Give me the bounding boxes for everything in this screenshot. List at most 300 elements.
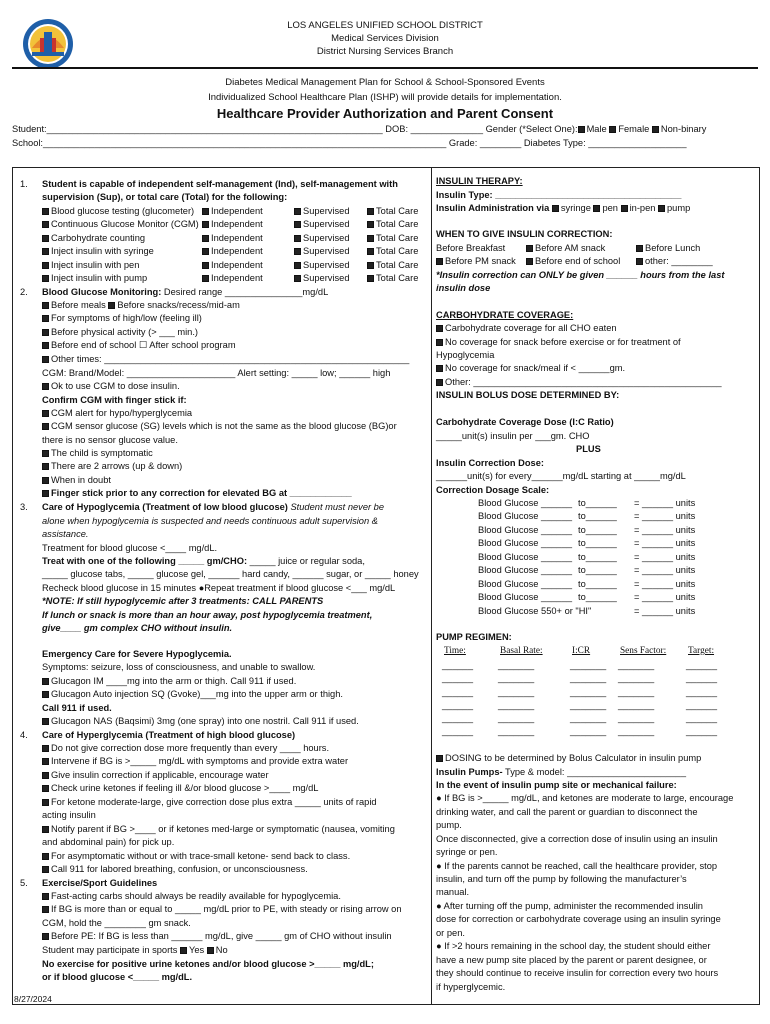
hypo-treatment-line (42, 555, 365, 568)
label-before-activity: Before physical activity (> ___ min.) (51, 327, 199, 337)
hyper-line-6b: and abdominal pain) for pick up. (42, 837, 175, 847)
checkbox-glucagon-im[interactable] (42, 678, 49, 685)
label-glucagon-nas: Glucagon NAS (Baqsimi) 3mg (one spray) into one nostril. Call 911 if used. (51, 716, 359, 726)
total-care-option-text: Total Care (376, 232, 419, 243)
label-pump: pump (667, 203, 691, 213)
independent-option (202, 218, 263, 231)
checkbox-sports-no[interactable] (207, 947, 214, 954)
checkbox-pen[interactable] (593, 205, 600, 212)
independent-option-text: Independent (211, 273, 263, 284)
scale-row (478, 551, 748, 564)
when-end-line (526, 255, 620, 268)
when-other-line (636, 255, 713, 268)
checkbox-carb-no-exercise[interactable] (436, 339, 443, 346)
row-label-text: Inject insulin with pen (51, 259, 140, 270)
checkbox-carb-other[interactable] (436, 379, 443, 386)
school-line[interactable]: School:______________________________________________________________________________ Grade: ________ Diabetes Type: ___________________ (12, 138, 687, 148)
scale-cell-c[interactable]: = ______ units (634, 498, 696, 508)
checkbox-supervised-option[interactable] (294, 275, 301, 282)
scale-cell-a[interactable]: Blood Glucose ______ (478, 538, 573, 549)
hypo-note: *NOTE: If still hypoglycemic after 3 treatments: CALL PARENTS (42, 596, 324, 606)
label-cgm-alert: CGM alert for hypo/hyperglycemia (51, 408, 193, 418)
checkbox-hyper-2[interactable] (42, 758, 49, 765)
pump-cell[interactable]: _______ (498, 660, 535, 670)
pump-cell[interactable]: _______ (498, 726, 535, 737)
label-other-times: Other times: ___________________________________________________________ (51, 354, 410, 364)
checkbox-total-care-option[interactable] (367, 262, 374, 269)
scale-cell-a[interactable]: Blood Glucose ______ (478, 511, 573, 522)
checkbox-supervised-option[interactable] (294, 235, 301, 242)
pump-cell[interactable]: ______ (442, 726, 474, 737)
row-label-text: Continuous Glucose Monitor (CGM) (51, 219, 199, 230)
label-male: Male (586, 124, 607, 134)
pump-header-row (436, 645, 756, 659)
label-sports-yes: Yes (188, 945, 205, 955)
scale-cell-b[interactable]: to______ (578, 551, 617, 562)
when-bb: Before Breakfast (436, 243, 506, 253)
no-exercise-line-2[interactable]: or if blood glucose <_____ mg/dL. (42, 972, 193, 982)
checkbox-hyper-4[interactable] (42, 785, 49, 792)
confirm-line-5 (42, 474, 111, 487)
checkbox-glucagon-nas[interactable] (42, 718, 49, 725)
confirm-line-1 (42, 407, 192, 420)
pump-failure-title: In the event of insulin pump site or mechanical failure: (436, 780, 677, 790)
checkbox-hyper-7[interactable] (42, 853, 49, 860)
label-finger-stick: Finger stick prior to any correction for elevated BG at ____________ (51, 488, 352, 498)
hyper-line-5 (42, 796, 377, 809)
scale-cell-c[interactable]: = ______ units (634, 511, 696, 522)
section-5-title: Exercise/Sport Guidelines (42, 878, 158, 888)
checkbox-total-care-option[interactable] (367, 275, 374, 282)
scale-cell-c[interactable]: = ______ units (634, 565, 696, 576)
when-lunch-line (636, 242, 700, 255)
pump-cell[interactable]: ______ (686, 686, 718, 697)
checkbox-hyper-1[interactable] (42, 745, 49, 752)
checkbox-row-label[interactable] (42, 208, 49, 215)
pump-cell[interactable]: ______ (442, 686, 474, 697)
supervised-option (294, 232, 350, 245)
pump-cell[interactable]: ______ (442, 673, 474, 684)
scale-cell-c[interactable]: = ______ units (634, 524, 696, 535)
dosage-scale-table (478, 497, 748, 618)
cgm-brand-line[interactable]: CGM: Brand/Model: _____________________ Alert setting: _____ low; ______ high (42, 368, 391, 378)
checkbox-carb-no-snack[interactable] (436, 365, 443, 372)
checkbox-hyper-5[interactable] (42, 799, 49, 806)
scale-row (478, 510, 748, 523)
sports-line (42, 944, 228, 957)
pump-row (436, 659, 756, 672)
correction-dose-title: Insulin Correction Dose: (436, 458, 544, 468)
when-pm-line (436, 255, 516, 268)
supervised-option (294, 218, 350, 231)
pump-cell[interactable]: _______ (618, 673, 655, 684)
checkbox-before-meals[interactable] (42, 302, 49, 309)
hyper-line-6 (42, 823, 395, 836)
label-am-snack: Before AM snack (535, 243, 606, 253)
independent-option (202, 232, 263, 245)
no-exercise-line[interactable]: No exercise for positive urine ketones and/or blood glucose >_____ mg/dL; (42, 959, 374, 969)
checkbox-syringe[interactable] (552, 205, 559, 212)
self-management-row (42, 218, 427, 231)
checkbox-sports-yes[interactable] (180, 947, 187, 954)
label-female: Female (618, 124, 650, 134)
checkbox-finger-stick[interactable] (42, 490, 49, 497)
checkbox-supervised-option[interactable] (294, 248, 301, 255)
label-end-school-ins: Before end of school (535, 256, 621, 266)
section-1-title: Student is capable of independent self-management (Ind), self-management with (42, 179, 398, 189)
label-carb-no-snack: No coverage for snack/meal if < ______gm. (445, 363, 626, 373)
hypo-treatment-threshold[interactable]: Treatment for blood glucose <____ mg/dL. (42, 543, 218, 553)
checkbox-independent-option[interactable] (202, 235, 209, 242)
failure-l3c: manual. (436, 887, 470, 897)
pump-cell[interactable]: ______ (686, 660, 718, 670)
checkbox-independent-option[interactable] (202, 262, 209, 269)
row-label (42, 218, 199, 231)
checkbox-female[interactable] (609, 126, 616, 133)
insulin-type[interactable]: Insulin Type: ____________________________________ (436, 190, 682, 200)
checkbox-independent-option[interactable] (202, 208, 209, 215)
row-label-text: Inject insulin with pump (51, 273, 148, 284)
label-glucagon-auto: Glucagon Auto injection SQ (Gvoke)___mg into the upper arm or thigh. (51, 689, 343, 699)
failure-l2: Once disconnected, give a correction dose of insulin using an insulin (436, 834, 718, 844)
scale-row (478, 497, 748, 510)
checkbox-row-label[interactable] (42, 235, 49, 242)
confirm-line-2b: there is no sensor glucose value. (42, 435, 178, 445)
checkbox-glucagon-auto[interactable] (42, 691, 49, 698)
checkbox-before-snacks[interactable] (108, 302, 115, 309)
pump-row (436, 699, 756, 712)
label-inpen: in-pen (629, 203, 656, 213)
checkbox-independent-option[interactable] (202, 275, 209, 282)
independent-option-text: Independent (211, 219, 263, 230)
checkbox-exercise-1[interactable] (42, 893, 49, 900)
row-label-text: Carbohydrate counting (51, 232, 146, 243)
hypo-treat-title[interactable]: Treat with one of the following _____ gm/CHO: (42, 556, 248, 566)
row-label-text: Inject insulin with syringe (51, 246, 154, 257)
correction-note[interactable]: *Insulin correction can ONLY be given ______ hours from the last (436, 270, 725, 280)
label-pm-snack: Before PM snack (445, 256, 516, 266)
confirm-line-2 (42, 420, 397, 433)
hypo-complex-cho[interactable]: give____ gm complex CHO without insulin. (42, 623, 233, 633)
label-hyper-2: Intervene if BG is >_____ mg/dL with symptoms and provide extra water (51, 756, 349, 766)
checkbox-pm-snack[interactable] (436, 258, 443, 265)
hyper-line-4 (42, 782, 318, 795)
hyper-line-5b: acting insulin (42, 810, 96, 820)
label-hyper-4: Check urine ketones if feeling ill &/or blood glucose >____ mg/dL (51, 783, 319, 793)
checkbox-hyper-8[interactable] (42, 866, 49, 873)
glucagon-im-line (42, 675, 296, 688)
correction-dose-line[interactable]: ______unit(s) for every______mg/dL starting at _____mg/dL (436, 471, 686, 481)
row-label-text: Blood glucose testing (glucometer) (51, 206, 195, 216)
section-1-title-2: supervision (Sup), or total care (Total) for the following: (42, 192, 288, 202)
pump-cell[interactable]: _______ (570, 713, 607, 724)
checkbox-hyper-6[interactable] (42, 826, 49, 833)
correction-note-2: insulin dose (436, 283, 491, 293)
label-end-school: Before end of school ☐ After school program (51, 340, 236, 350)
checkbox-total-care-option[interactable] (367, 248, 374, 255)
total-care-option (367, 218, 418, 231)
pump-cell[interactable]: ______ (686, 713, 718, 724)
pump-col-header: Basal Rate: (500, 646, 543, 656)
scale-cell-b[interactable]: to______ (578, 565, 617, 576)
checkbox-other-ins[interactable] (636, 258, 643, 265)
self-management-row (42, 245, 427, 258)
scale-cell-c[interactable]: = ______ units (634, 605, 696, 616)
pump-cell[interactable]: ______ (686, 699, 718, 710)
total-care-option (367, 205, 418, 218)
pump-cell[interactable]: ______ (686, 726, 718, 737)
checkbox-male[interactable] (578, 126, 585, 133)
label-sports: Student may participate in sports (42, 945, 178, 955)
pump-cell[interactable]: _______ (618, 699, 655, 710)
checkbox-two-arrows[interactable] (42, 463, 49, 470)
pump-cell[interactable]: ______ (442, 713, 474, 724)
call-911: Call 911 if used. (42, 703, 112, 713)
checkbox-total-care-option[interactable] (367, 235, 374, 242)
scale-cell-a[interactable]: Blood Glucose ______ (478, 565, 573, 576)
independent-option-text: Independent (211, 246, 263, 257)
plan-subtitle-1: Diabetes Medical Management Plan for School & School-Sponsored Events (225, 77, 545, 88)
checkbox-nonbinary[interactable] (652, 126, 659, 133)
scale-row (478, 524, 748, 537)
scale-cell-a[interactable]: Blood Glucose ______ (478, 578, 573, 589)
total-care-option-text: Total Care (376, 259, 419, 270)
carb-coverage-title: CARBOHYDRATE COVERAGE: (436, 310, 574, 320)
pump-cell[interactable]: _______ (618, 686, 655, 697)
label-cgm-sensor: CGM sensor glucose (SG) levels which is not the same as the blood glucose (BG)or (51, 421, 397, 431)
scale-cell-b[interactable]: to______ (578, 592, 617, 603)
failure-l1[interactable]: ● If BG is >_____ mg/dL, and ketones are moderate to large, encourage (436, 793, 734, 803)
scale-row (478, 591, 748, 604)
scale-row (478, 564, 748, 577)
scale-cell-a[interactable]: Blood Glucose ______ (478, 524, 573, 535)
label-hyper-7: For asymptomatic without or with trace-small ketone- send back to class. (51, 851, 351, 861)
hypo-recheck[interactable]: Recheck blood glucose in 15 minutes ●Repeat treatment if blood glucose <___ mg/dL (42, 583, 396, 593)
supervised-option-text: Supervised (303, 219, 350, 230)
student-fields[interactable]: Student:_________________________________________________________________ DOB: ______________ Gender (*Select One): (12, 124, 578, 134)
pump-cell[interactable]: _______ (570, 726, 607, 737)
label-nonbinary: Non-binary (660, 124, 707, 134)
checkbox-exercise-2[interactable] (42, 906, 49, 913)
checkbox-independent-option[interactable] (202, 221, 209, 228)
checkbox-carb-all[interactable] (436, 325, 443, 332)
carb-line-1 (436, 322, 617, 335)
hypo-options[interactable]: _____ glucose tabs, _____ glucose gel, ______ hard candy, ______ sugar, or _____ honey (42, 569, 419, 579)
scale-cell-c[interactable]: = ______ units (634, 538, 696, 549)
pump-cell[interactable]: _______ (570, 673, 607, 684)
scale-cell-b[interactable]: to______ (578, 538, 617, 549)
scale-cell-c[interactable]: = ______ units (634, 551, 696, 562)
total-care-option (367, 232, 418, 245)
independent-option-text: Independent (211, 259, 263, 270)
when-am-line (526, 242, 605, 255)
pump-regimen-table (436, 645, 756, 739)
hyper-line-8 (42, 863, 308, 876)
label-hyper-1: Do not give correction dose more frequently than every ____ hours. (51, 743, 330, 753)
bg-activity-line (42, 326, 198, 339)
exercise-line-3 (42, 930, 392, 943)
pump-row (436, 712, 756, 725)
pump-cell[interactable]: ______ (686, 673, 718, 684)
label-lunch: Before Lunch (645, 243, 701, 253)
scale-cell-b[interactable]: to______ (578, 578, 617, 589)
bg-meals-line (42, 299, 240, 312)
checkbox-other-times[interactable] (42, 356, 49, 363)
checkbox-lunch[interactable] (636, 245, 643, 252)
checkbox-exercise-3[interactable] (42, 933, 49, 940)
label-symptomatic: The child is symptomatic (51, 448, 153, 458)
pump-cell[interactable]: _______ (570, 660, 607, 670)
exercise-line-1 (42, 890, 341, 903)
pump-col-header: Target: (688, 646, 715, 656)
label-exercise-1: Fast-acting carbs should always be readily available for hypoglycemia. (51, 891, 341, 901)
bolus-dose-title: INSULIN BOLUS DOSE DETERMINED BY: (436, 390, 620, 400)
exercise-line-2b[interactable]: CGM, hold the ________ gm snack. (42, 918, 191, 928)
checkbox-cgm-ok[interactable] (42, 383, 49, 390)
label-before-meals: Before meals (51, 300, 106, 310)
pump-col-header: Time: (444, 646, 466, 656)
pump-model-field[interactable]: Type & model: _______________________ (502, 767, 686, 777)
section-4-title: Care of Hyperglycemia (Treatment of high blood glucose) (42, 730, 296, 740)
pump-model-line (436, 766, 686, 779)
label-hyper-8: Call 911 for labored breathing, confusion, or unconsciousness. (51, 864, 308, 874)
scale-cell-a[interactable]: Blood Glucose ______ (478, 498, 573, 508)
label-hyper-3: Give insulin correction if applicable, encourage water (51, 770, 269, 780)
checkbox-dosing[interactable] (436, 755, 443, 762)
section-3-note: Student must never be (287, 502, 385, 512)
checkbox-total-care-option[interactable] (367, 208, 374, 215)
cgm-ok-line (42, 380, 180, 393)
dosing-line (436, 752, 701, 765)
row-label (42, 232, 145, 245)
checkbox-cgm-alert[interactable] (42, 410, 49, 417)
pump-col-header: I:CR (572, 646, 591, 656)
pump-cell[interactable]: _______ (618, 713, 655, 724)
section-num-1: 1. (20, 179, 28, 189)
header-rule (12, 67, 758, 69)
pump-row (436, 672, 756, 685)
ic-ratio-line[interactable]: _____unit(s) insulin per ___gm. CHO (436, 431, 590, 441)
pump-cell[interactable]: _______ (498, 713, 535, 724)
checkbox-total-care-option[interactable] (367, 221, 374, 228)
section-num-4: 4. (20, 730, 28, 740)
pump-cell[interactable]: _______ (570, 686, 607, 697)
pump-cell[interactable]: _______ (570, 699, 607, 710)
independent-option (202, 245, 263, 258)
self-management-row (42, 205, 427, 218)
checkbox-before-activity[interactable] (42, 329, 49, 336)
checkbox-hyper-3[interactable] (42, 772, 49, 779)
pump-cell[interactable]: ______ (442, 699, 474, 710)
column-divider (431, 167, 432, 1005)
checkbox-end-school[interactable] (42, 342, 49, 349)
checkbox-cgm-sensor[interactable] (42, 423, 49, 430)
label-hyper-5: For ketone moderate-large, give correction dose plus extra _____ units of rapid (51, 797, 377, 807)
scale-cell-a[interactable]: Blood Glucose ______ (478, 592, 573, 603)
supervised-option-text: Supervised (303, 273, 350, 284)
failure-l1b: drinking water, and call the parent or guardian to disconnect the (436, 807, 698, 817)
scale-cell-b[interactable]: to______ (578, 524, 617, 535)
scale-cell-a[interactable]: Blood Glucose 550+ or "HI" (478, 605, 592, 616)
scale-cell-c[interactable]: = ______ units (634, 592, 696, 603)
pump-cell[interactable]: _______ (618, 660, 655, 670)
checkbox-inpen[interactable] (621, 205, 628, 212)
carb-line-2b: Hypoglycemia (436, 350, 495, 360)
failure-l4b: dose for correction or carbohydrate coverage using an insulin syringe (436, 914, 721, 924)
label-two-arrows: There are 2 arrows (up & down) (51, 461, 183, 471)
scale-cell-b[interactable]: to______ (578, 498, 617, 508)
total-care-option (367, 245, 418, 258)
total-care-option-text: Total Care (376, 206, 419, 216)
label-glucagon-im: Glucagon IM ____mg into the arm or thigh. Call 911 if used. (51, 676, 297, 686)
total-care-option (367, 259, 418, 272)
label-carb-other: Other: ________________________________________________ (445, 377, 722, 387)
checkbox-row-label[interactable] (42, 248, 49, 255)
checkbox-row-label[interactable] (42, 221, 49, 228)
checkbox-independent-option[interactable] (202, 248, 209, 255)
self-management-table (42, 205, 427, 286)
supervised-option-text: Supervised (303, 206, 350, 216)
confirm-line-4 (42, 460, 182, 473)
checkbox-pump[interactable] (658, 205, 665, 212)
independent-option-text: Independent (211, 232, 263, 243)
scale-row (478, 537, 748, 550)
label-other-ins: other: ________ (645, 256, 713, 266)
checkbox-supervised-option[interactable] (294, 221, 301, 228)
checkbox-supervised-option[interactable] (294, 262, 301, 269)
checkbox-doubt[interactable] (42, 477, 49, 484)
scale-row (478, 578, 748, 591)
section-num-2: 2. (20, 287, 28, 297)
confirm-line-3 (42, 447, 153, 460)
checkbox-am-snack[interactable] (526, 245, 533, 252)
insulin-admin-label: Insulin Administration via (436, 203, 550, 213)
checkbox-symptoms[interactable] (42, 315, 49, 322)
failure-l4c: or pen. (436, 928, 465, 938)
checkbox-symptomatic[interactable] (42, 450, 49, 457)
hypo-juice[interactable]: _____ juice or regular soda, (247, 556, 365, 566)
label-sports-no: No (215, 945, 228, 955)
pump-cell[interactable]: ______ (442, 660, 474, 670)
supervised-option (294, 245, 350, 258)
scale-cell-a[interactable]: Blood Glucose ______ (478, 551, 573, 562)
label-exercise-3: Before PE: If BG is less than ______ mg/dL, give _____ gm of CHO without insulin (51, 931, 392, 941)
pump-cell[interactable]: _______ (498, 673, 535, 684)
independent-option (202, 205, 263, 218)
failure-l3: ● If the parents cannot be reached, call the healthcare provider, stop (436, 861, 718, 871)
checkbox-row-label[interactable] (42, 275, 49, 282)
independent-option-text: Independent (211, 206, 263, 216)
bg-end-school-line (42, 339, 236, 352)
checkbox-row-label[interactable] (42, 262, 49, 269)
hyper-line-7 (42, 850, 350, 863)
label-exercise-2: If BG is more than or equal to _____ mg/dL prior to PE, with steady or rising arrow on (51, 904, 402, 914)
label-doubt: When in doubt (51, 475, 111, 485)
label-hyper-6: Notify parent if BG >____ or if ketones med-large or symptomatic (nausea, vomiting (51, 824, 395, 834)
pump-row (436, 725, 756, 738)
desired-range[interactable]: Desired range _______________mg/dL (161, 287, 329, 297)
failure-l5c: they should continue to receive insulin for correction every two hours (436, 968, 719, 978)
pump-cell[interactable]: _______ (498, 699, 535, 710)
supervised-option (294, 259, 350, 272)
checkbox-end-school-ins[interactable] (526, 258, 533, 265)
scale-cell-b[interactable]: to______ (578, 511, 617, 522)
scale-cell-c[interactable]: = ______ units (634, 578, 696, 589)
pump-cell[interactable]: _______ (498, 686, 535, 697)
pump-cell[interactable]: _______ (618, 726, 655, 737)
checkbox-supervised-option[interactable] (294, 208, 301, 215)
section-2-title: Blood Glucose Monitoring: (42, 287, 162, 297)
